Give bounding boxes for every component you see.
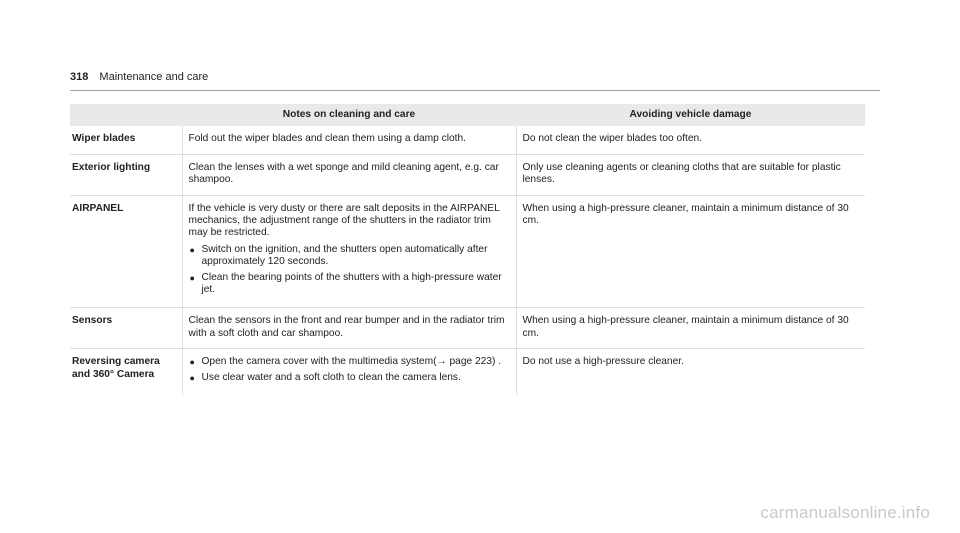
notes-text: Clean the lenses with a wet sponge and mild cleaning agent, e.g. car shampoo. bbox=[188, 161, 499, 186]
section-title: Maintenance and care bbox=[99, 71, 209, 83]
damage-cell: When using a high-pressure cleaner, maintain a minimum distance of 30 cm. bbox=[516, 195, 865, 308]
bullet-icon: ● bbox=[189, 372, 195, 383]
bullet-icon: ● bbox=[189, 272, 195, 283]
notes-text: If the vehicle is very dusty or there are salt deposits in the AIRPANEL mechanics, the adjustment range of the shutters in the radiator trim may be restricted. bbox=[188, 202, 500, 239]
column-header-blank bbox=[70, 104, 182, 126]
bullet-list bbox=[189, 356, 510, 384]
notes-cell bbox=[182, 308, 516, 349]
table-row bbox=[70, 308, 865, 349]
list-item bbox=[189, 372, 510, 384]
row-label bbox=[70, 154, 182, 195]
damage-cell: Do not use a high-pressure cleaner. bbox=[516, 349, 865, 395]
list-item-text: Open the camera cover with the multimedia system(→ page 223) . bbox=[201, 356, 502, 368]
notes-cell bbox=[182, 349, 516, 395]
row-label-line: and 360° Camera bbox=[72, 368, 155, 380]
table-row bbox=[70, 126, 865, 154]
column-header-notes: Notes on cleaning and care bbox=[182, 104, 516, 126]
row-label-line: Sensors bbox=[72, 315, 113, 327]
table-body bbox=[70, 126, 865, 395]
watermark: carmanualsonline.info bbox=[760, 503, 930, 522]
list-item-text: Switch on the ignition, and the shutters open automatically after approximately 120 seconds. bbox=[201, 243, 488, 268]
row-label-line: Reversing camera bbox=[72, 356, 160, 368]
list-item bbox=[189, 272, 510, 297]
table-row bbox=[70, 195, 865, 308]
table-row bbox=[70, 154, 865, 195]
notes-text: Clean the sensors in the front and rear bumper and in the radiator trim with a soft cloth and car shampoo. bbox=[188, 315, 505, 339]
notes-text: Fold out the wiper blades and clean them using a damp cloth. bbox=[188, 133, 466, 145]
row-label-line: Exterior lighting bbox=[72, 161, 151, 173]
notes-cell bbox=[182, 126, 516, 154]
page-number: 318 bbox=[70, 71, 89, 83]
row-label bbox=[70, 349, 182, 395]
list-item bbox=[189, 244, 510, 269]
bullet-icon: ● bbox=[189, 357, 195, 368]
column-header-damage: Avoiding vehicle damage bbox=[516, 104, 865, 126]
notes-cell bbox=[182, 154, 516, 195]
damage-cell: When using a high-pressure cleaner, maintain a minimum distance of 30 cm. bbox=[516, 308, 865, 349]
bullet-icon: ● bbox=[189, 244, 195, 255]
damage-cell: Do not clean the wiper blades too often. bbox=[516, 126, 865, 154]
bullet-list bbox=[189, 244, 510, 297]
page-header bbox=[70, 70, 880, 91]
list-item-text: Use clear water and a soft cloth to clean the camera lens. bbox=[201, 371, 461, 383]
notes-cell bbox=[182, 195, 516, 308]
list-item-text: Clean the bearing points of the shutters with a high-pressure water jet. bbox=[201, 271, 502, 296]
cleaning-care-table bbox=[70, 104, 865, 395]
row-label bbox=[70, 126, 182, 154]
damage-cell: Only use cleaning agents or cleaning cloths that are suitable for plastic lenses. bbox=[516, 154, 865, 195]
table-header-row bbox=[70, 104, 865, 126]
list-item bbox=[189, 356, 510, 368]
row-label-line: Wiper blades bbox=[72, 133, 136, 145]
table-row bbox=[70, 349, 865, 395]
row-label bbox=[70, 195, 182, 308]
row-label bbox=[70, 308, 182, 349]
row-label-line: AIRPANEL bbox=[72, 202, 124, 214]
